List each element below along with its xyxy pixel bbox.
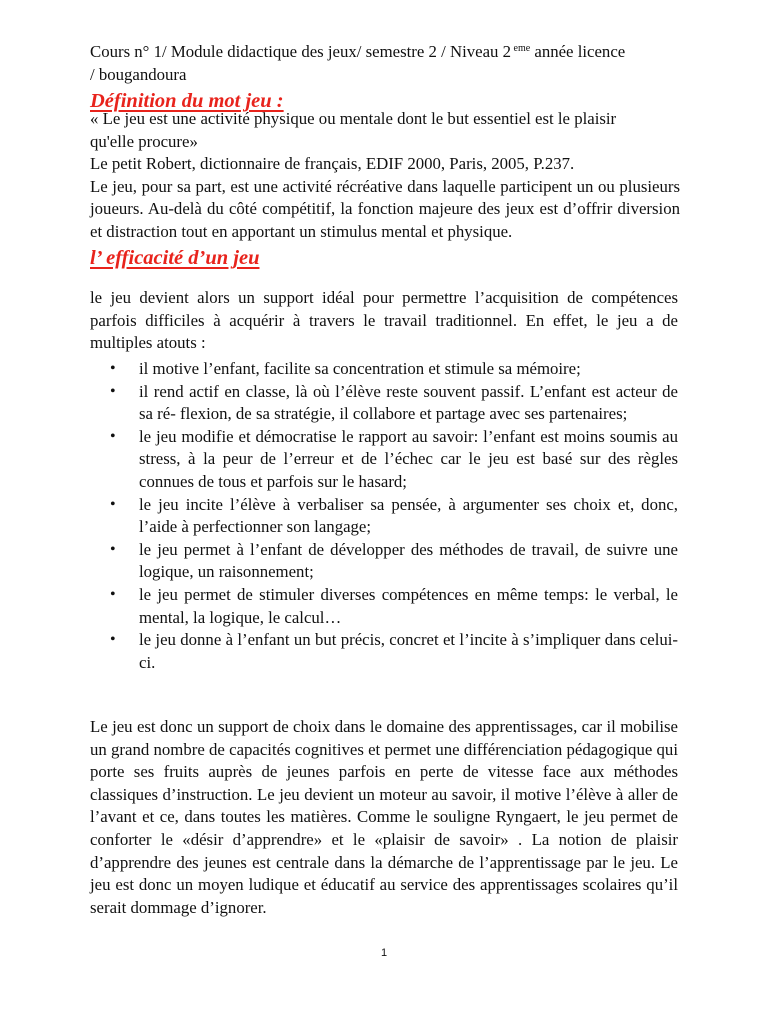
course-header xyxy=(90,41,690,86)
conclusion-block xyxy=(90,716,678,919)
list-item: • le jeu permet à l’enfant de développer des méthodes de travail, de suivre une logique, un raisonnement; xyxy=(110,539,678,584)
list-item: • le jeu permet de stimuler diverses compétences en même temps: le verbal, le mental, la logique, le calcul… xyxy=(110,584,678,629)
list-item: • le jeu donne à l’enfant un but précis, concret et l’incite à s’impliquer dans celui-ci. xyxy=(110,629,678,674)
list-item: • il motive l’enfant, facilite sa concentration et stimule sa mémoire; xyxy=(110,358,678,381)
page-number: 1 xyxy=(380,947,388,959)
definition-reference: Le petit Robert, dictionnaire de français, EDIF 2000, Paris, 2005, P.237. xyxy=(90,154,575,174)
course-header-line-1 xyxy=(90,41,690,64)
atouts-list xyxy=(110,358,678,674)
definition-quote-line-2: qu'elle procure» xyxy=(90,131,198,151)
list-item: • il rend actif en classe, là où l’élève reste souvent passif. L’enfant est acteur de sa ré- flexion, de sa stratégie, il collabore et partage avec ses partenaires; xyxy=(110,381,678,426)
efficacite-intro-block xyxy=(90,287,678,355)
course-header-line-2: / bougandoura xyxy=(90,64,187,84)
efficacite-heading: l’ efficacité d’un jeu xyxy=(90,247,260,269)
definition-paragraph: Le jeu, pour sa part, est une activité récréative dans laquelle participent un ou plusieurs joueurs. Au-delà du côté compétitif, la fonction majeure des jeux est d’offrir diversion et distraction tout en apportant un stimulus mental et physique. xyxy=(90,176,680,241)
course-header-text-end: année licence xyxy=(530,42,626,61)
list-item: • le jeu incite l’élève à verbaliser sa pensée, à argumenter ses choix et, donc, l’aide à perfectionner son langage; xyxy=(110,494,678,539)
definition-quote-line-1: « Le jeu est une activité physique ou mentale dont le but essentiel est le plaisir xyxy=(90,109,617,128)
course-header-superscript: eme xyxy=(511,43,531,54)
definition-heading: Définition du mot jeu : xyxy=(90,90,284,112)
definition-content xyxy=(90,108,678,244)
course-header-text: Cours n° 1/ Module didactique des jeux/ semestre 2 / Niveau 2 xyxy=(90,42,512,61)
efficacite-intro: le jeu devient alors un support idéal pour permettre l’acquisition de compétences parfois difficiles à acquérir à travers le travail traditionnel. En effet, le jeu a de multiples atouts : xyxy=(90,288,678,353)
conclusion-paragraph: Le jeu est donc un support de choix dans le domaine des apprentissages, car il mobilise un grand nombre de capacités cognitives et permet une différenciation pédagogique qui porte ses fruits auprès de jeunes parfois en perte de vitesse face aux méthodes classiques d’instruction. Le jeu devient un moteur au savoir, il motive l’élève à aller de l’avant et ce, dans toutes les matières. Comme le souligne Ryngaert, le jeu permet de conforter le «désir d’apprendre» et le «plaisir de savoir» . La notion de plaisir d’apprendre des jeunes est centrale dans la démarche de l’apprentissage par le jeu. Le jeu est donc un moyen ludique et éducatif au service des apprentissages scolaires qu’il serait dommage d’ignorer. xyxy=(90,717,678,917)
list-item: • le jeu modifie et démocratise le rapport au savoir: l’enfant est moins soumis au stress, à la peur de l’erreur et de l’échec car le jeu est basé sur des règles connues de tous et parfois sur le hasard; xyxy=(110,426,678,494)
